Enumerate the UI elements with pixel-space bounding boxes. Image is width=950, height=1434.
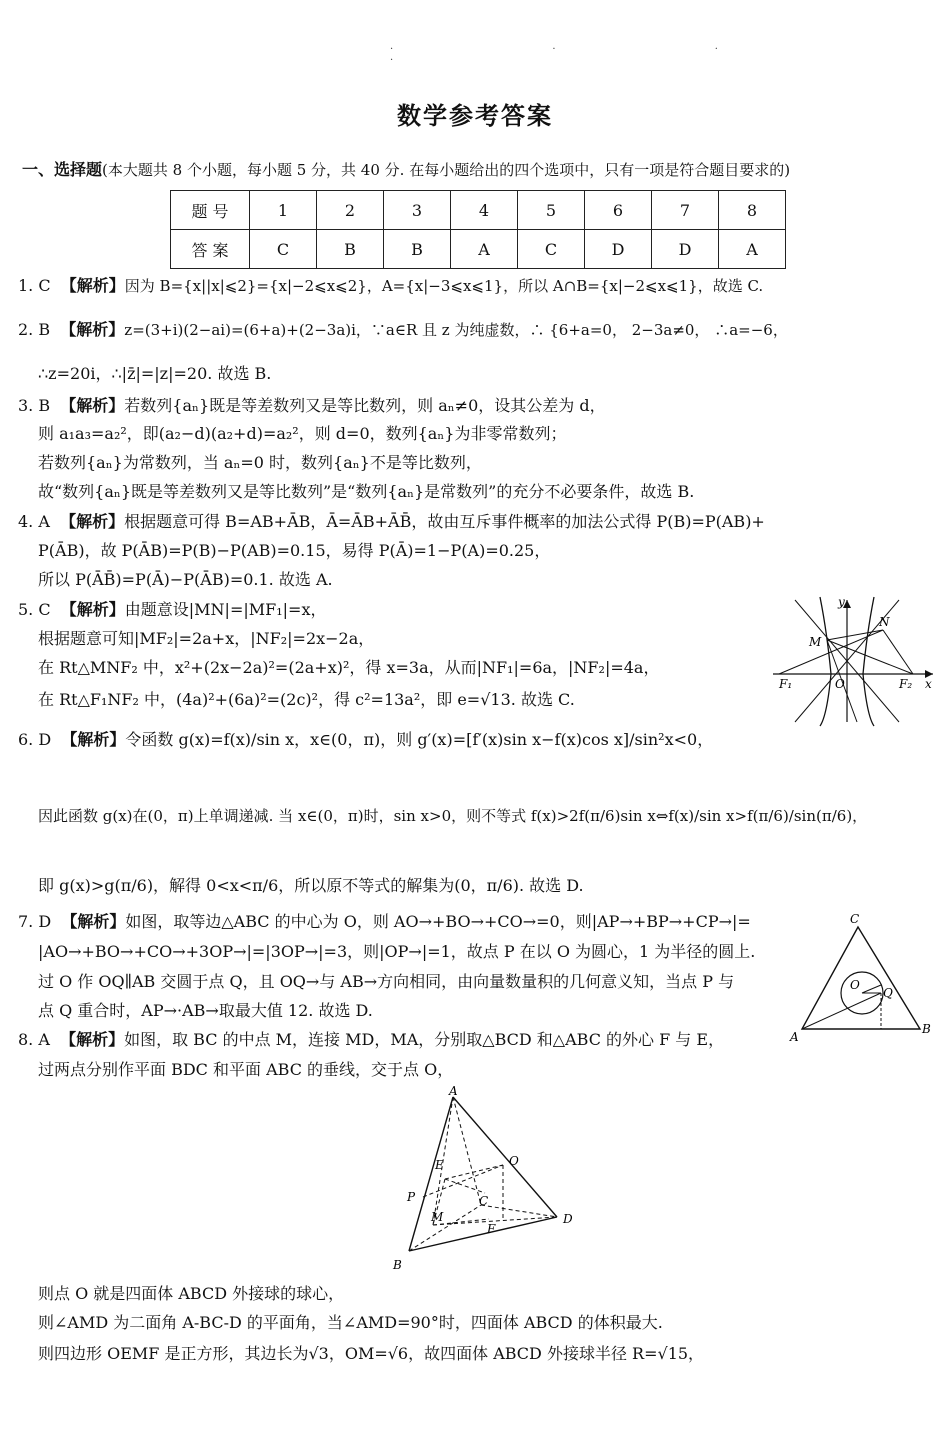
table-cell: 7 bbox=[652, 191, 719, 230]
q4-prefix: 4. A bbox=[18, 512, 50, 531]
q5-line bbox=[18, 600, 326, 620]
q4-line-2: P(ĀB)，故 P(ĀB)=P(B)−P(AB)=0.15，易得 P(Ā)=1−P(A)=0.25， bbox=[38, 541, 551, 560]
table-cell: D bbox=[585, 230, 652, 269]
table-cell: C bbox=[518, 230, 585, 269]
q5-text: 由题意设|MN|=|MF₁|=x， bbox=[124, 600, 327, 619]
q8-line-4: 则∠AMD 为二面角 A-BC-D 的平面角，当∠AMD=90°时，四面体 ABCD 的体积最大. bbox=[38, 1313, 663, 1332]
q8-prefix: 8. A bbox=[18, 1030, 50, 1049]
page-title: 数学参考答案 bbox=[397, 102, 553, 130]
q3-line-3: 若数列{aₙ}为常数列，当 aₙ=0 时，数列{aₙ}不是等比数列， bbox=[38, 453, 482, 472]
fig7-label-c: C bbox=[850, 912, 860, 926]
table-cell: 4 bbox=[451, 191, 518, 230]
table-cell: B bbox=[317, 230, 384, 269]
table-cell: 3 bbox=[384, 191, 451, 230]
q2-line-2: ∴z=20i，∴|z̄|=|z|=20. 故选 B. bbox=[38, 364, 272, 383]
q8-line-2: 过两点分别作平面 BDC 和平面 ABC 的垂线，交于点 O， bbox=[38, 1060, 454, 1079]
table-cell: 1 bbox=[250, 191, 317, 230]
table-cell: C bbox=[250, 230, 317, 269]
fig5-label-x: x bbox=[925, 677, 932, 691]
fig8-label-m: M bbox=[431, 1210, 444, 1224]
analysis-tag: 【解析】 bbox=[60, 276, 125, 295]
table-row bbox=[171, 230, 786, 269]
q5-line-2: 根据题意可知|MF₂|=2a+x，|NF₂|=2x−2a， bbox=[38, 629, 375, 648]
table-header-cell: 题 号 bbox=[171, 191, 250, 230]
table-cell: A bbox=[719, 230, 786, 269]
q5-hyperbola-figure bbox=[765, 592, 940, 727]
fig5-label-n: N bbox=[879, 615, 890, 629]
answer-table bbox=[170, 190, 786, 269]
q6-line-3: 即 g(x)>g(π/6)，解得 0<x<π/6，所以原不等式的解集为(0，π/6). 故选 D. bbox=[38, 876, 584, 895]
header-marks: · · · · bbox=[390, 44, 796, 66]
fig5-label-f1: F₁ bbox=[779, 677, 793, 691]
fig5-label-f2: F₂ bbox=[899, 677, 913, 691]
q7-line-2: |AO→+BO→+CO→+3OP→|=|3OP→|=3，则|OP→|=1，故点 P 在以 O 为圆心，1 为半径的圆上. bbox=[38, 942, 756, 961]
q2-line bbox=[18, 320, 788, 340]
fig8-label-b: B bbox=[393, 1258, 402, 1272]
q3-line-2: 则 a₁a₃=a₂²，即(a₂−d)(a₂+d)=a₂²，则 d=0，数列{aₙ}为非零常数列； bbox=[38, 424, 567, 443]
table-cell: 6 bbox=[585, 191, 652, 230]
q4-text: 根据题意可得 B=AB+ĀB，Ā=ĀB+ĀB̄，故由互斥事件概率的加法公式得 P(B)=P(AB)+ bbox=[124, 512, 765, 531]
table-cell: 2 bbox=[317, 191, 384, 230]
q3-prefix: 3. B bbox=[18, 396, 51, 415]
analysis-tag: 【解析】 bbox=[61, 730, 126, 749]
analysis-tag: 【解析】 bbox=[60, 1030, 125, 1049]
fig8-label-p: P bbox=[407, 1190, 416, 1204]
q5-prefix: 5. C bbox=[18, 600, 51, 619]
table-cell: B bbox=[384, 230, 451, 269]
table-cell: D bbox=[652, 230, 719, 269]
fig7-label-a: A bbox=[790, 1030, 799, 1044]
q6-line bbox=[18, 730, 713, 750]
q8-line-3: 则点 O 就是四面体 ABCD 外接球的球心， bbox=[38, 1284, 345, 1303]
section-note: (本大题共 8 个小题，每小题 5 分，共 40 分. 在每小题给出的四个选项中，只有一项是符合题目要求的) bbox=[102, 161, 791, 179]
q7-line-4: 点 Q 重合时，AP→·AB→取最大值 12. 故选 D. bbox=[38, 1001, 373, 1020]
q8-text: 如图，取 BC 的中点 M，连接 MD，MA，分别取△BCD 和△ABC 的外心 F 与 E， bbox=[124, 1030, 725, 1049]
q7-text: 如图，取等边△ABC 的中心为 O，则 AO→+BO→+CO→=0，则|AP→+BP→+CP→|= bbox=[125, 912, 751, 931]
q7-triangle-figure bbox=[788, 905, 938, 1045]
table-cell: A bbox=[451, 230, 518, 269]
q3-text: 若数列{aₙ}既是等差数列又是等比数列，则 aₙ≠0，设其公差为 d， bbox=[124, 396, 606, 415]
fig7-label-q: Q bbox=[883, 986, 893, 1000]
fig7-label-b: B bbox=[922, 1022, 931, 1036]
q5-line-4: 在 Rt△F₁NF₂ 中，(4a)²+(6a)²=(2c)²，得 c²=13a²，即 e=√13. 故选 C. bbox=[38, 690, 575, 709]
q2-text: z=(3+i)(2−ai)=(6+a)+(2−3a)i，∵a∈R 且 z 为纯虚数，∴ {6+a=0， 2−3a≠0， ∴a=−6， bbox=[124, 321, 788, 339]
q4-line bbox=[18, 512, 765, 532]
section-label: 一、选择题 bbox=[22, 160, 103, 179]
q8-line bbox=[18, 1030, 724, 1050]
fig5-label-m: M bbox=[809, 635, 822, 649]
q8-tetrahedron-figure bbox=[385, 1085, 585, 1275]
q5-line-3: 在 Rt△MNF₂ 中，x²+(2x−2a)²=(2a+x)²，得 x=3a，从而|NF₁|=6a，|NF₂|=4a， bbox=[38, 658, 660, 677]
q2-prefix: 2. B bbox=[18, 320, 51, 339]
q6-prefix: 6. D bbox=[18, 730, 52, 749]
analysis-tag: 【解析】 bbox=[60, 320, 125, 339]
fig8-label-e: E bbox=[435, 1158, 444, 1172]
analysis-tag: 【解析】 bbox=[61, 912, 126, 931]
q7-line bbox=[18, 912, 751, 932]
q6-text: 令函数 g(x)=f(x)/sin x，x∈(0，π)，则 g′(x)=[f′(x)sin x−f(x)cos x]/sin²x<0， bbox=[125, 730, 714, 749]
q1-line bbox=[18, 276, 763, 296]
q6-line-2: 因此函数 g(x)在(0，π)上单调递减. 当 x∈(0，π)时，sin x>0，则不等式 f(x)>2f(π/6)sin x⇔f(x)/sin x>f(π/6)/sin(π/6)， bbox=[38, 807, 868, 825]
fig8-label-f: F bbox=[487, 1222, 496, 1236]
q7-prefix: 7. D bbox=[18, 912, 52, 931]
fig8-label-o: O bbox=[509, 1154, 519, 1168]
q3-line-4: 故“数列{aₙ}既是等差数列又是等比数列”是“数列{aₙ}是常数列”的充分不必要条件，故选 B. bbox=[38, 482, 695, 501]
analysis-tag: 【解析】 bbox=[60, 396, 125, 415]
fig5-label-o: O bbox=[835, 677, 845, 691]
analysis-tag: 【解析】 bbox=[60, 600, 125, 619]
q3-line bbox=[18, 396, 606, 416]
fig8-label-d: D bbox=[563, 1212, 573, 1226]
analysis-tag: 【解析】 bbox=[60, 512, 125, 531]
q4-line-3: 所以 P(ĀB̄)=P(Ā)−P(ĀB)=0.1. 故选 A. bbox=[38, 570, 333, 589]
q8-line-5: 则四边形 OEMF 是正方形，其边长为√3，OM=√6，故四面体 ABCD 外接球半径 R=√15， bbox=[38, 1344, 705, 1363]
q1-text: 因为 B={x||x|⩽2}={x|−2⩽x⩽2}，A={x|−3⩽x⩽1}，所以 A∩B={x|−2⩽x⩽1}，故选 C. bbox=[124, 277, 764, 295]
table-cell: 8 bbox=[719, 191, 786, 230]
q1-prefix: 1. C bbox=[18, 276, 51, 295]
table-cell: 5 bbox=[518, 191, 585, 230]
section-heading bbox=[22, 160, 790, 180]
fig7-label-o: O bbox=[850, 978, 860, 992]
fig8-label-c: C bbox=[479, 1194, 489, 1208]
table-row bbox=[171, 191, 786, 230]
table-header-cell: 答 案 bbox=[171, 230, 250, 269]
q7-line-3: 过 O 作 OQ∥AB 交圆于点 Q，且 OQ→与 AB→方向相同，由向量数量积的几何意义知，当点 P 与 bbox=[38, 972, 735, 991]
fig5-label-y: y bbox=[838, 595, 845, 609]
fig8-label-a: A bbox=[449, 1085, 458, 1098]
